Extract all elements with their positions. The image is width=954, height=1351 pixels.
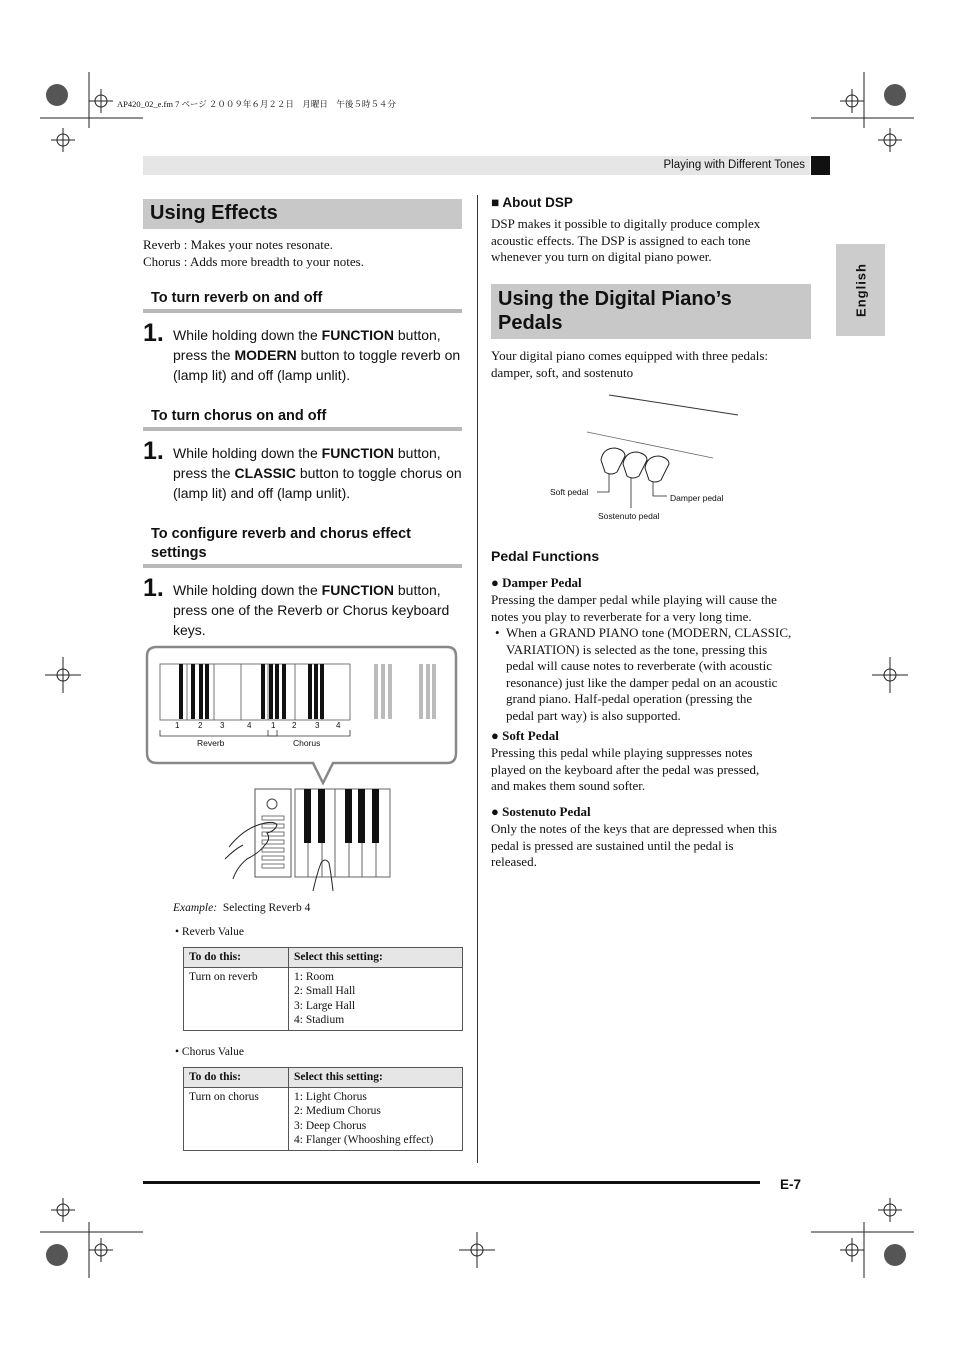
key-number: 4: [247, 721, 252, 730]
title-text: Damper Pedal: [502, 575, 582, 590]
option: 3: Large Hall: [294, 999, 356, 1012]
step-text: button, press the: [173, 327, 441, 363]
text-line: When a GRAND PIANO tone (MODERN, CLASSIC,: [506, 625, 792, 640]
option: 3: Deep Chorus: [294, 1119, 367, 1132]
chorus-table-caption: • Chorus Value: [175, 1046, 244, 1058]
heading-about-dsp: ■ About DSP: [491, 195, 573, 210]
sostenuto-pedal-label: Sostenuto pedal: [598, 511, 660, 521]
title-line: Pedals: [498, 312, 563, 334]
modern-key: MODERN: [234, 347, 297, 363]
function-key: FUNCTION: [321, 327, 394, 343]
example-caption: [173, 902, 310, 914]
pedals-intro: [491, 348, 811, 381]
table-header-cell: To do this:: [184, 1068, 289, 1088]
text-line: released.: [491, 854, 537, 869]
section-title-effects: Using Effects: [143, 199, 462, 229]
text-line: and makes them sound softer.: [491, 778, 646, 793]
step-text: button, press one of the Reverb or Chorus keyboard keys.: [173, 582, 450, 638]
table-header-row: [184, 1068, 463, 1088]
text-line: Pressing the damper pedal while playing will cause the: [491, 592, 777, 607]
key-number: 1: [271, 721, 276, 730]
soft-text: [491, 745, 813, 795]
soft-pedal-label: Soft pedal: [550, 487, 589, 497]
table-row: [184, 1087, 463, 1150]
heading-rule: [143, 564, 462, 568]
step-text: While holding down the: [173, 582, 322, 598]
step-text: button, press the: [173, 445, 441, 481]
classic-key: CLASSIC: [234, 465, 296, 481]
table-header-row: [184, 948, 463, 968]
language-tab: [836, 244, 885, 336]
option: 1: Room: [294, 970, 334, 983]
intro-chorus: Chorus : Adds more breadth to your notes.: [143, 253, 364, 269]
chorus-value-table: [183, 1067, 463, 1151]
function-key: FUNCTION: [321, 582, 394, 598]
step-number: 1.: [143, 574, 164, 602]
reverb-value-table: [183, 947, 463, 1031]
table-cell-options: [289, 967, 463, 1030]
reverb-table-caption: • Reverb Value: [175, 926, 244, 938]
example-text: Selecting Reverb 4: [222, 902, 311, 914]
text-line: played on the keyboard after the pedal was pressed,: [491, 761, 760, 777]
piano-panel-illustration: [225, 787, 395, 895]
language-tab-label: English: [853, 263, 868, 317]
heading-rule: [143, 309, 462, 313]
option: 4: Flanger (Whooshing effect): [294, 1134, 434, 1146]
text-line: pedal is pressed are sustained until the pedal is: [491, 837, 734, 853]
key-number: 2: [292, 721, 297, 730]
step-number: 1.: [143, 319, 164, 347]
title-text: Sostenuto Pedal: [502, 804, 591, 819]
title-line: Using the Digital Piano’s: [498, 288, 732, 310]
option: 2: Small Hall: [294, 985, 356, 997]
step-text: button to toggle reverb on (lamp lit) and off (lamp unlit).: [173, 347, 461, 383]
bullet-dot: •: [495, 625, 500, 640]
key-number: 4: [336, 721, 341, 730]
table-cell-action: Turn on chorus: [184, 1087, 289, 1150]
table-header-cell: Select this setting:: [289, 1068, 463, 1088]
example-label: Example:: [173, 902, 218, 914]
key-number: 3: [220, 721, 225, 730]
text-line: Your digital piano comes equipped with three pedals:: [491, 348, 769, 363]
step-config: [173, 580, 463, 640]
damper-bullet: [495, 625, 813, 724]
key-number: 2: [198, 721, 203, 730]
heading-config: [143, 525, 462, 563]
effects-intro: [143, 237, 463, 270]
key-number: 1: [175, 721, 180, 730]
damper-pedal-label: Damper pedal: [670, 493, 724, 503]
soft-title: [491, 728, 559, 744]
text-line: grand piano. Half-pedal operation (pressing the: [506, 691, 753, 706]
table-cell-options: [289, 1087, 463, 1150]
header-marker: [811, 156, 830, 175]
dsp-text: [491, 216, 811, 266]
heading-chorus: To turn chorus on and off: [151, 408, 327, 424]
heading-pedal-functions: Pedal Functions: [491, 548, 600, 564]
text-line: notes you play to reverberate for a very long time.: [491, 608, 752, 624]
text-line: damper, soft, and sostenuto: [491, 364, 634, 380]
bullet-dot: ●: [491, 804, 499, 819]
sostenuto-title: [491, 804, 591, 820]
page-number: E-7: [780, 1177, 802, 1192]
option: 2: Medium Chorus: [294, 1105, 381, 1117]
reverb-label: Reverb: [197, 738, 225, 748]
table-header-cell: Select this setting:: [289, 948, 463, 968]
sostenuto-text: [491, 821, 813, 871]
chorus-label: Chorus: [293, 738, 321, 748]
step-reverb: [173, 325, 463, 385]
text-line: whenever you turn on digital piano power.: [491, 249, 712, 264]
heading-rule: [143, 427, 462, 431]
column-divider: [477, 195, 478, 1163]
damper-title: [491, 575, 582, 591]
text-line: acoustic effects. The DSP is assigned to each tone: [491, 232, 751, 248]
title-text: Soft Pedal: [502, 728, 559, 743]
text-line: Pressing this pedal while playing suppresses notes: [491, 745, 753, 760]
table-row: [184, 967, 463, 1030]
option: 1: Light Chorus: [294, 1090, 367, 1103]
step-chorus: [173, 443, 463, 503]
step-number: 1.: [143, 437, 164, 465]
table-cell-action: Turn on reverb: [184, 967, 289, 1030]
header-title: Playing with Different Tones: [663, 159, 805, 171]
option: 4: Stadium: [294, 1014, 345, 1026]
section-title-pedals: [491, 284, 811, 339]
intro-reverb: Reverb : Makes your notes resonate.: [143, 237, 333, 252]
text-line: pedal will cause notes to reverberate (with acoustic: [506, 658, 773, 673]
text-line: DSP makes it possible to digitally produce complex: [491, 216, 761, 231]
table-header-cell: To do this:: [184, 948, 289, 968]
step-text: While holding down the: [173, 327, 322, 343]
print-meta: AP420_02_e.fm 7 ページ ２００９年６月２２日 月曜日 午後５時５４分: [117, 99, 396, 109]
step-text: While holding down the: [173, 445, 322, 461]
step-text: button to toggle chorus on (lamp lit) and off (lamp unlit).: [173, 465, 462, 501]
damper-text: [491, 592, 813, 625]
keyboard-callout-figure: [145, 645, 460, 785]
function-key: FUNCTION: [321, 445, 394, 461]
bullet-dot: ●: [491, 728, 499, 743]
heading-line: settings: [151, 545, 207, 561]
footer-rule: [143, 1181, 760, 1184]
text-line: Only the notes of the keys that are depressed when this: [491, 821, 777, 836]
text-line: resonance) just like the damper pedal on an acoustic: [506, 674, 778, 690]
text-line: pedal part way) is also supported.: [506, 707, 681, 723]
text-line: VARIATION) is selected as the tone, pressing this: [506, 641, 768, 657]
heading-line: To configure reverb and chorus effect: [151, 526, 411, 542]
heading-reverb: To turn reverb on and off: [151, 290, 323, 306]
key-number: 3: [315, 721, 320, 730]
bullet-dot: ●: [491, 575, 499, 590]
